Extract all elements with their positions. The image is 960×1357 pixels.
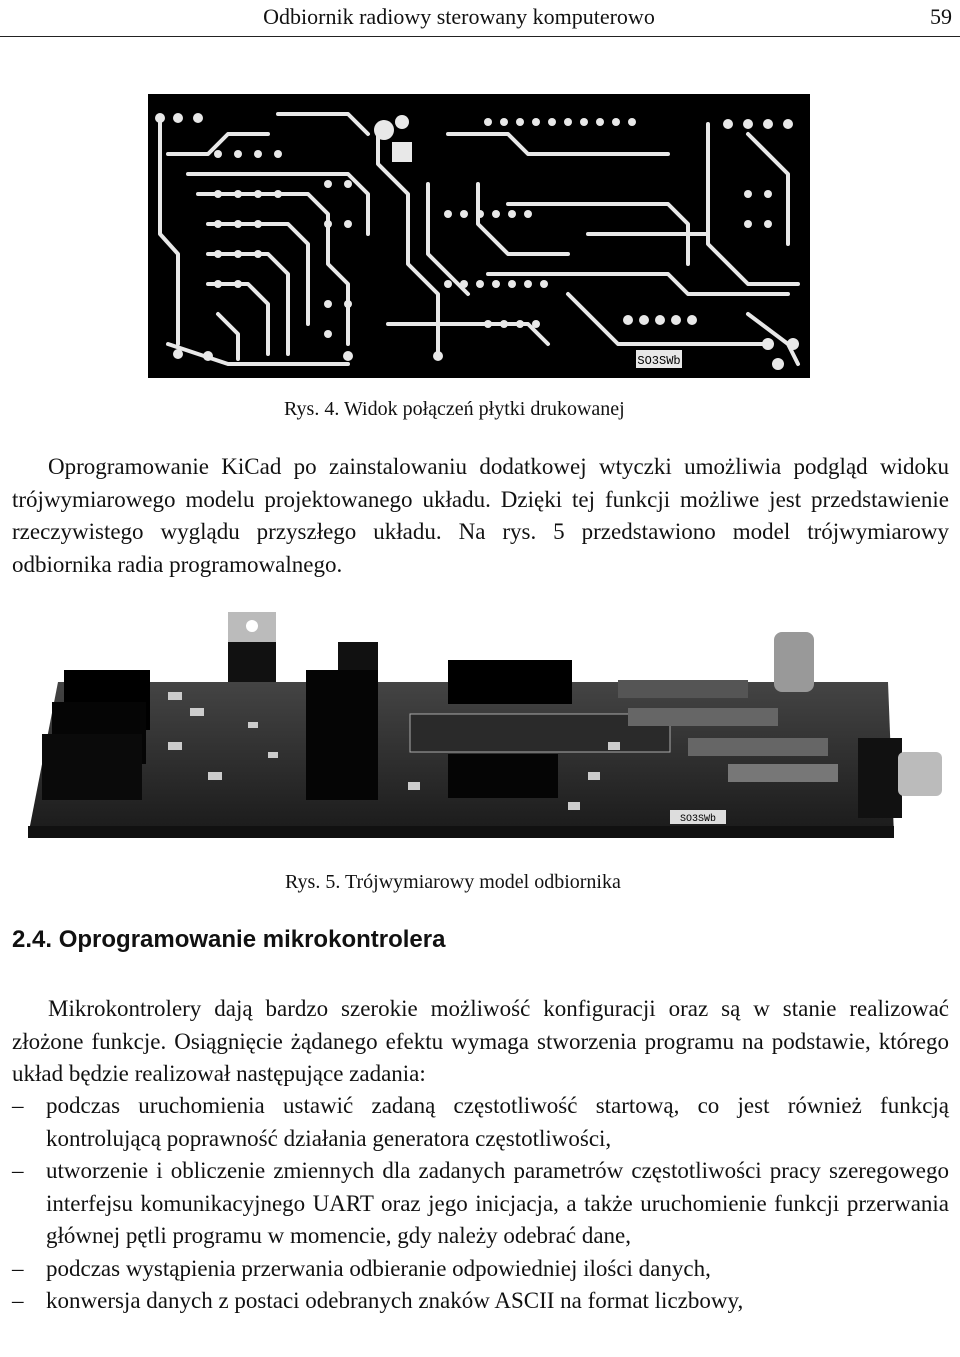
body-paragraph-1 xyxy=(12,451,949,581)
list-marker: – xyxy=(12,1158,24,1183)
pcb-layout-figure xyxy=(148,94,810,378)
page-header xyxy=(0,0,960,37)
list-item xyxy=(12,1155,949,1253)
paragraph-text: Oprogramowanie KiCad po zainstalowaniu dodatkowej wtyczki umożliwia podgląd widoku trójwymiarowego modelu projektowanego układu. Dzięki tej funkcji możliwe jest przedstawienie rzeczywistego wyglądu przyszłego układu. Na rys. 5 przedstawiono model trójwymiarowy odbiornika radia programowalnego. xyxy=(12,454,949,577)
body-paragraph-2: Mikrokontrolery dają bardzo szerokie możliwość konfiguracji oraz są w stanie realizować złożone funkcje. Osiągnięcie żądanego efektu wymaga stworzenia programu na podstawie, którego układ będzie realizował następujące zadania: xyxy=(12,996,949,1086)
list-marker: – xyxy=(12,1288,24,1313)
list-marker: – xyxy=(12,1255,24,1281)
figure2-caption: Rys. 5. Trójwymiarowy model odbiornika xyxy=(285,871,621,893)
list-item-text: konwersja danych z postaci odebranych znaków ASCII na format liczbowy, xyxy=(46,1288,744,1313)
pcb-3d-model-figure xyxy=(28,612,946,842)
page-number: 59 xyxy=(930,4,952,29)
running-title: Odbiornik radiowy sterowany komputerowo xyxy=(263,4,655,29)
list-item-text: podczas uruchomienia ustawić zadaną częstotliwość startową, co jest również funkcją kontrolującą poprawność działania generatora częstotliwości, xyxy=(46,1093,949,1151)
pcb-label: SO3SWb xyxy=(637,354,681,368)
list-item-text: podczas wystąpienia przerwania odbieranie odpowiedniej ilości danych, xyxy=(46,1255,711,1281)
figure1-caption: Rys. 4. Widok połączeń płytki drukowanej xyxy=(284,398,625,420)
list-item-text: utworzenie i obliczenie zmiennych dla zadanych parametrów częstotliwości pracy szeregowego interfejsu komunikacyjnego UART oraz jego inicjacja, a także uruchomienie funkcji przerwania głównej pętli programu w momencie, gdy należy odebrać dane, xyxy=(46,1158,949,1248)
board-3d-label: SO3SWb xyxy=(679,814,717,825)
list-item xyxy=(12,1253,949,1286)
list-marker: – xyxy=(12,1093,24,1118)
task-list xyxy=(12,1090,949,1318)
section-heading: 2.4. Oprogramowanie mikrokontrolera xyxy=(12,926,446,953)
list-item xyxy=(12,1285,949,1318)
list-item xyxy=(12,1090,949,1155)
